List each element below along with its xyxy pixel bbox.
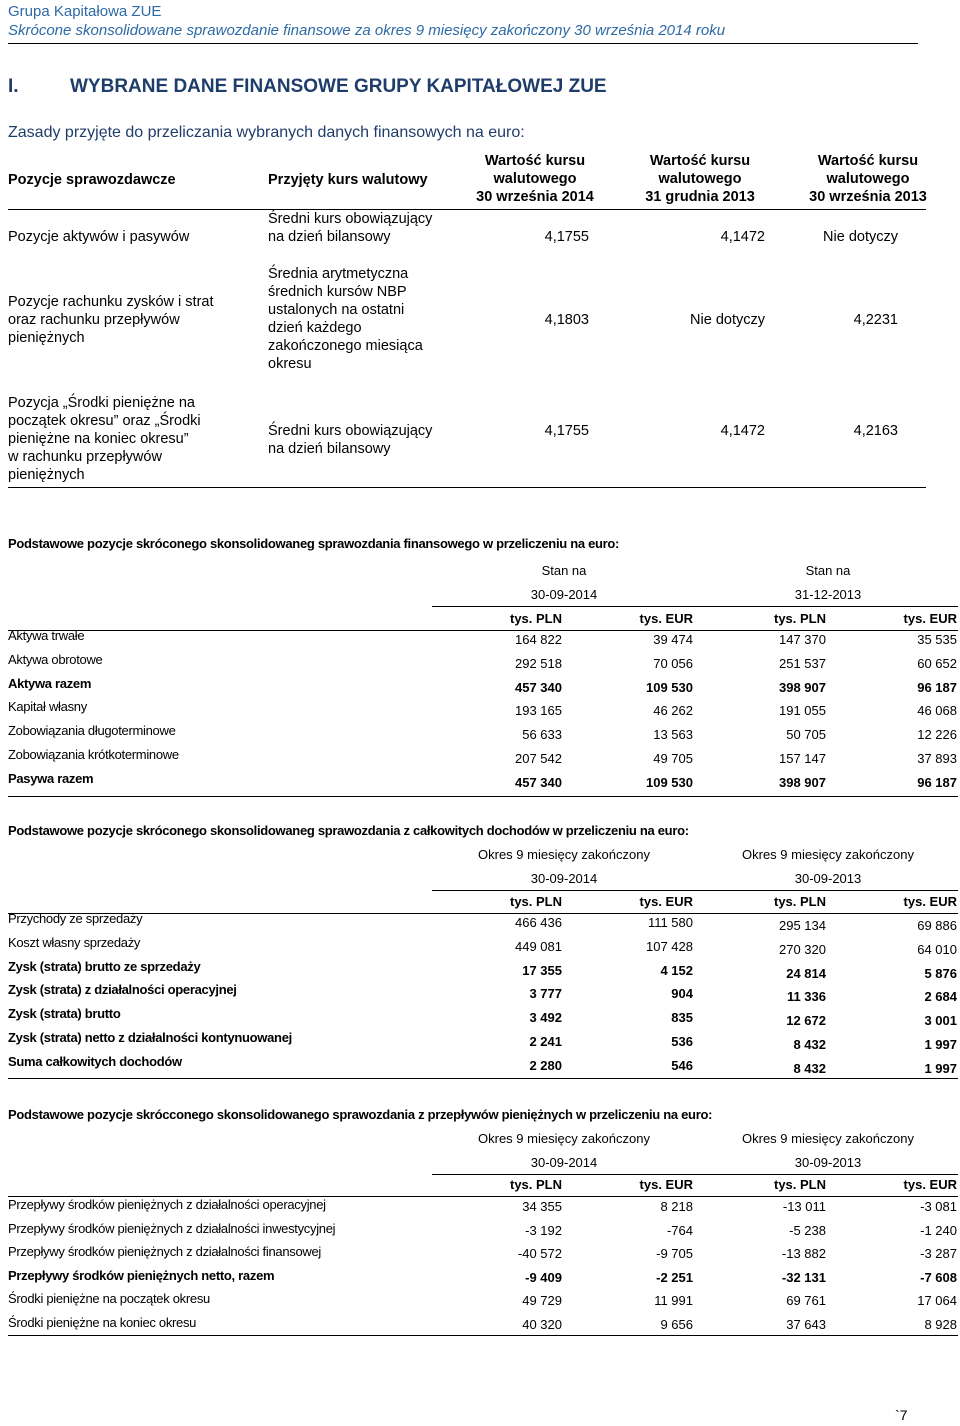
income-row-value: 536	[671, 1034, 693, 1049]
balance-row-value: 398 907	[779, 774, 826, 790]
income-row-value: 8 432	[793, 1037, 826, 1052]
cashflow-row-value: 8 218	[660, 1199, 693, 1214]
income-row-label: Zysk (strata) brutto	[8, 1006, 121, 1022]
rates-row-rate: Średnia arytmetyczna	[268, 266, 409, 282]
section-title-text: WYBRANE DANE FINANSOWE GRUPY KAPITAŁOWEJ ZUE	[70, 76, 607, 97]
balance-row-value: 56 633	[522, 727, 562, 743]
rates-row-value: Nie dotyczy	[690, 312, 765, 328]
cashflow-row-value: 17 064	[917, 1293, 957, 1309]
rates-row-item: początek okresu” oraz „Środki	[8, 413, 201, 429]
cashflow-row-value: -2 251	[656, 1269, 693, 1285]
income-row-value: 1 997	[924, 1037, 957, 1052]
rates-header-value-2: walutowego	[658, 171, 742, 187]
income-row-value: 270 320	[779, 941, 826, 957]
rates-header-rule	[8, 209, 926, 210]
rates-bottom-rule	[8, 487, 926, 488]
rates-row-rate: na dzień bilansowy	[268, 441, 391, 457]
rates-row-rate: zakończonego miesiąca	[268, 338, 423, 354]
balance-row-value: 398 907	[779, 679, 826, 695]
balance-bottom-rule	[8, 796, 958, 797]
rates-row-value: 4,1472	[720, 229, 765, 245]
balance-row-value: 37 893	[917, 751, 957, 766]
income-row-label: Przychody ze sprzedaży	[8, 911, 143, 926]
cashflow-row-value: -13 882	[781, 1246, 826, 1262]
income-row-value: 295 134	[779, 918, 826, 933]
cashflow-row-label: Środki pieniężne na początek okresu	[8, 1291, 210, 1307]
income-title: Podstawowe pozycje skróconego skonsolidowaneg sprawozdania z całkowitych dochodów w przeliczeniu na euro:	[8, 823, 689, 838]
page-number: `7	[895, 1407, 908, 1423]
income-unit-header: tys. EUR	[903, 894, 957, 909]
balance-unit-header: tys. PLN	[773, 611, 826, 626]
income-unit-header: tys. PLN	[773, 894, 826, 909]
cashflow-row-value: -3 081	[920, 1199, 957, 1214]
cashflow-row-value: 40 320	[522, 1317, 562, 1332]
cashflow-group2-label: Okres 9 miesięcy zakończony	[742, 1131, 914, 1146]
rates-header-value-1: Wartość kursu	[484, 153, 586, 169]
income-bottom-rule	[8, 1078, 958, 1079]
rates-row-item: w rachunku przepływów	[8, 449, 162, 465]
rates-row-item: pieniężnych	[8, 467, 85, 483]
report-subtitle: Skrócone skonsolidowane sprawozdanie finansowe za okres 9 miesięcy zakończony 30 września 2014 roku	[8, 22, 726, 39]
intro-text: Zasady przyjęte do przeliczania wybranych danych finansowych na euro:	[8, 124, 525, 141]
cashflow-row-value: -3 192	[525, 1222, 562, 1238]
balance-row-value: 39 474	[653, 632, 693, 647]
cashflow-row-value: 34 355	[522, 1199, 562, 1214]
income-row-value: 2 684	[924, 989, 957, 1005]
balance-row-value: 12 226	[917, 727, 957, 743]
income-row-value: 17 355	[522, 962, 562, 978]
cashflow-unit-header: tys. EUR	[903, 1177, 957, 1192]
running-header	[8, 2, 918, 44]
income-row-label: Zysk (strata) brutto ze sprzedaży	[8, 958, 201, 974]
balance-group2-label: Stan na	[805, 563, 851, 578]
income-group1-date: 30-09-2014	[530, 871, 598, 886]
rates-row-item: Pozycje aktywów i pasywów	[8, 229, 190, 245]
balance-row-value: 13 563	[653, 727, 693, 743]
rates-row-value: 4,1472	[720, 423, 765, 439]
rates-row-item: oraz rachunku przepływów	[8, 312, 180, 328]
balance-title: Podstawowe pozycje skróconego skonsolidowaneg sprawozdania finansowego w przeliczeniu na euro:	[8, 536, 620, 551]
balance-row-value: 109 530	[646, 774, 693, 790]
cashflow-row-value: -7 608	[920, 1269, 957, 1285]
balance-row-value: 109 530	[646, 679, 693, 695]
balance-row-label: Zobowiązania długoterminowe	[8, 723, 176, 739]
cashflow-unit-header: tys. PLN	[509, 1177, 562, 1192]
cashflow-row-value: -40 572	[517, 1246, 562, 1262]
income-unit-rule	[8, 913, 958, 914]
cashflow-row-value: 9 656	[660, 1317, 693, 1332]
balance-row-label: Aktywa trwałe	[8, 628, 85, 643]
income-row-value: 5 876	[924, 965, 957, 981]
rates-row-item: Pozycja „Środki pieniężne na	[8, 395, 195, 411]
section-number: I.	[8, 76, 19, 97]
rates-row-value: 4,2231	[853, 312, 898, 328]
cashflow-row-label: Przepływy środków pieniężnych netto, razem	[8, 1267, 275, 1283]
rates-row-rate: Średni kurs obowiązujący	[268, 423, 433, 439]
cashflow-row-value: -3 287	[920, 1246, 957, 1262]
balance-row-value: 193 165	[515, 703, 562, 719]
cashflow-row-value: 37 643	[786, 1317, 826, 1332]
income-row-label: Zysk (strata) z działalności operacyjnej	[8, 982, 237, 998]
income-row-value: 835	[671, 1010, 693, 1026]
cashflow-row-value: 8 928	[924, 1317, 957, 1332]
cashflow-group1-label: Okres 9 miesięcy zakończony	[478, 1131, 650, 1146]
rates-header-value-1: 30 września 2014	[476, 189, 594, 205]
balance-row-label: Pasywa razem	[8, 770, 94, 786]
cashflow-header-rule	[432, 1174, 958, 1175]
rates-row-rate: Średni kurs obowiązujący	[268, 211, 433, 227]
rates-row-rate: okresu	[268, 356, 312, 372]
income-row-label: Koszt własny sprzedaży	[8, 934, 141, 950]
company-name: Grupa Kapitałowa ZUE	[8, 3, 162, 20]
rates-row-item: pieniężne na koniec okresu”	[8, 431, 189, 447]
cashflow-row-value: 49 729	[522, 1293, 562, 1309]
income-row-value: 11 336	[786, 989, 826, 1005]
rates-header-value-3: 30 września 2013	[809, 189, 927, 205]
income-row-value: 4 152	[660, 962, 693, 978]
rates-row-value: 4,1755	[544, 423, 589, 439]
income-row-value: 3 492	[529, 1010, 562, 1026]
balance-row-label: Zobowiązania krótkoterminowe	[8, 747, 179, 762]
balance-row-value: 35 535	[917, 632, 957, 647]
balance-row-value: 457 340	[515, 774, 562, 790]
income-row-value: 904	[671, 986, 693, 1002]
rates-header-item: Pozycje sprawozdawcze	[8, 172, 176, 188]
rates-header-value-1: walutowego	[493, 171, 577, 187]
income-row-value: 466 436	[515, 915, 562, 930]
rates-row-value: 4,1803	[544, 312, 589, 328]
balance-row-value: 46 068	[917, 703, 957, 719]
balance-row-value: 251 537	[779, 655, 826, 671]
income-row-label: Suma całkowitych dochodów	[8, 1053, 182, 1069]
cashflow-title: Podstawowe pozycje skrócconego skonsolidowanego sprawozdania z przepływów pieniężnych w przeliczeniu na euro:	[8, 1107, 713, 1122]
rates-row-rate: dzień każdego	[268, 320, 362, 336]
balance-row-value: 96 187	[917, 679, 957, 695]
balance-unit-header: tys. EUR	[639, 611, 693, 626]
cashflow-row-value: 11 991	[654, 1293, 693, 1309]
cashflow-row-value: -32 131	[781, 1269, 826, 1285]
income-row-value: 107 428	[646, 938, 693, 954]
balance-group2-date: 31-12-2013	[794, 587, 862, 602]
income-row-value: 24 814	[786, 965, 826, 981]
rates-row-rate: na dzień bilansowy	[268, 229, 391, 245]
income-row-value: 69 886	[917, 918, 957, 933]
rates-row-rate: średnich kursów NBP	[268, 284, 407, 300]
income-row-value: 3 001	[924, 1013, 957, 1029]
income-row-value: 111 580	[647, 915, 693, 930]
balance-row-value: 50 705	[786, 727, 826, 743]
rates-header-value-2: Wartość kursu	[649, 153, 751, 169]
balance-row-value: 96 187	[917, 774, 957, 790]
balance-row-value: 191 055	[779, 703, 826, 719]
balance-row-value: 457 340	[515, 679, 562, 695]
balance-row-label: Aktywa razem	[8, 675, 92, 691]
cashflow-row-value: -9 409	[525, 1269, 562, 1285]
rates-header-value-3: walutowego	[826, 171, 910, 187]
income-group2-date: 30-09-2013	[794, 871, 862, 886]
cashflow-row-value: -9 705	[656, 1246, 693, 1262]
balance-row-value: 292 518	[515, 655, 562, 671]
income-row-value: 2 280	[529, 1057, 562, 1073]
cashflow-row-label: Przepływy środków pieniężnych z działalności finansowej	[8, 1244, 321, 1260]
balance-row-value: 70 056	[653, 655, 693, 671]
cashflow-row-label: Środki pieniężne na koniec okresu	[8, 1315, 197, 1330]
cashflow-row-value: -5 238	[789, 1222, 826, 1238]
balance-unit-header: tys. PLN	[509, 611, 562, 626]
rates-row-rate: ustalonych na ostatni	[268, 302, 405, 318]
rates-header-value-2: 31 grudnia 2013	[645, 189, 755, 205]
cashflow-group1-date: 30-09-2014	[530, 1155, 598, 1170]
income-header-rule	[432, 890, 958, 891]
balance-row-label: Kapitał własny	[8, 699, 87, 715]
balance-group1-date: 30-09-2014	[530, 587, 598, 602]
income-row-value: 546	[671, 1057, 693, 1073]
rates-row-item: Pozycje rachunku zysków i strat	[8, 294, 214, 310]
income-row-value: 449 081	[515, 938, 562, 954]
balance-unit-rule	[8, 630, 958, 631]
cashflow-row-value: -13 011	[782, 1199, 826, 1214]
balance-row-value: 207 542	[515, 751, 562, 766]
balance-row-value: 49 705	[653, 751, 693, 766]
cashflow-bottom-rule	[8, 1335, 958, 1336]
income-row-value: 12 672	[786, 1013, 826, 1029]
income-row-value: 1 997	[924, 1060, 957, 1076]
income-group2-label: Okres 9 miesięcy zakończony	[742, 847, 914, 862]
income-group1-label: Okres 9 miesięcy zakończony	[478, 847, 650, 862]
cashflow-unit-header: tys. PLN	[773, 1177, 826, 1192]
balance-row-value: 164 822	[515, 632, 562, 647]
balance-unit-header: tys. EUR	[903, 611, 957, 626]
income-row-value: 64 010	[917, 941, 957, 957]
cashflow-row-value: -764	[666, 1222, 693, 1238]
cashflow-row-value: 69 761	[786, 1293, 826, 1309]
cashflow-group2-date: 30-09-2013	[794, 1155, 862, 1170]
balance-row-label: Aktywa obrotowe	[8, 651, 103, 667]
cashflow-unit-header: tys. EUR	[639, 1177, 693, 1192]
cashflow-row-label: Przepływy środków pieniężnych z działalności operacyjnej	[8, 1197, 326, 1212]
rates-header-value-3: Wartość kursu	[817, 153, 919, 169]
income-row-value: 2 241	[529, 1034, 562, 1049]
rates-row-value: 4,2163	[853, 423, 898, 439]
cashflow-row-value: -1 240	[920, 1222, 957, 1238]
income-unit-header: tys. PLN	[509, 894, 562, 909]
balance-row-value: 60 652	[917, 655, 957, 671]
section-title	[8, 76, 607, 98]
rates-header-rate: Przyjęty kurs walutowy	[268, 172, 428, 188]
rates-row-value: Nie dotyczy	[823, 229, 898, 245]
income-unit-header: tys. EUR	[639, 894, 693, 909]
balance-row-value: 46 262	[653, 703, 693, 719]
cashflow-row-label: Przepływy środków pieniężnych z działalności inwestycyjnej	[8, 1220, 336, 1236]
income-row-value: 8 432	[793, 1060, 826, 1076]
balance-row-value: 147 370	[779, 632, 826, 647]
balance-row-value: 157 147	[779, 751, 826, 766]
rates-row-value: 4,1755	[544, 229, 589, 245]
income-row-label: Zysk (strata) netto z działalności kontynuowanej	[8, 1030, 292, 1045]
income-row-value: 3 777	[529, 986, 562, 1002]
balance-group1-label: Stan na	[541, 563, 587, 578]
rates-row-item: pieniężnych	[8, 330, 85, 346]
balance-header-rule	[432, 606, 958, 607]
